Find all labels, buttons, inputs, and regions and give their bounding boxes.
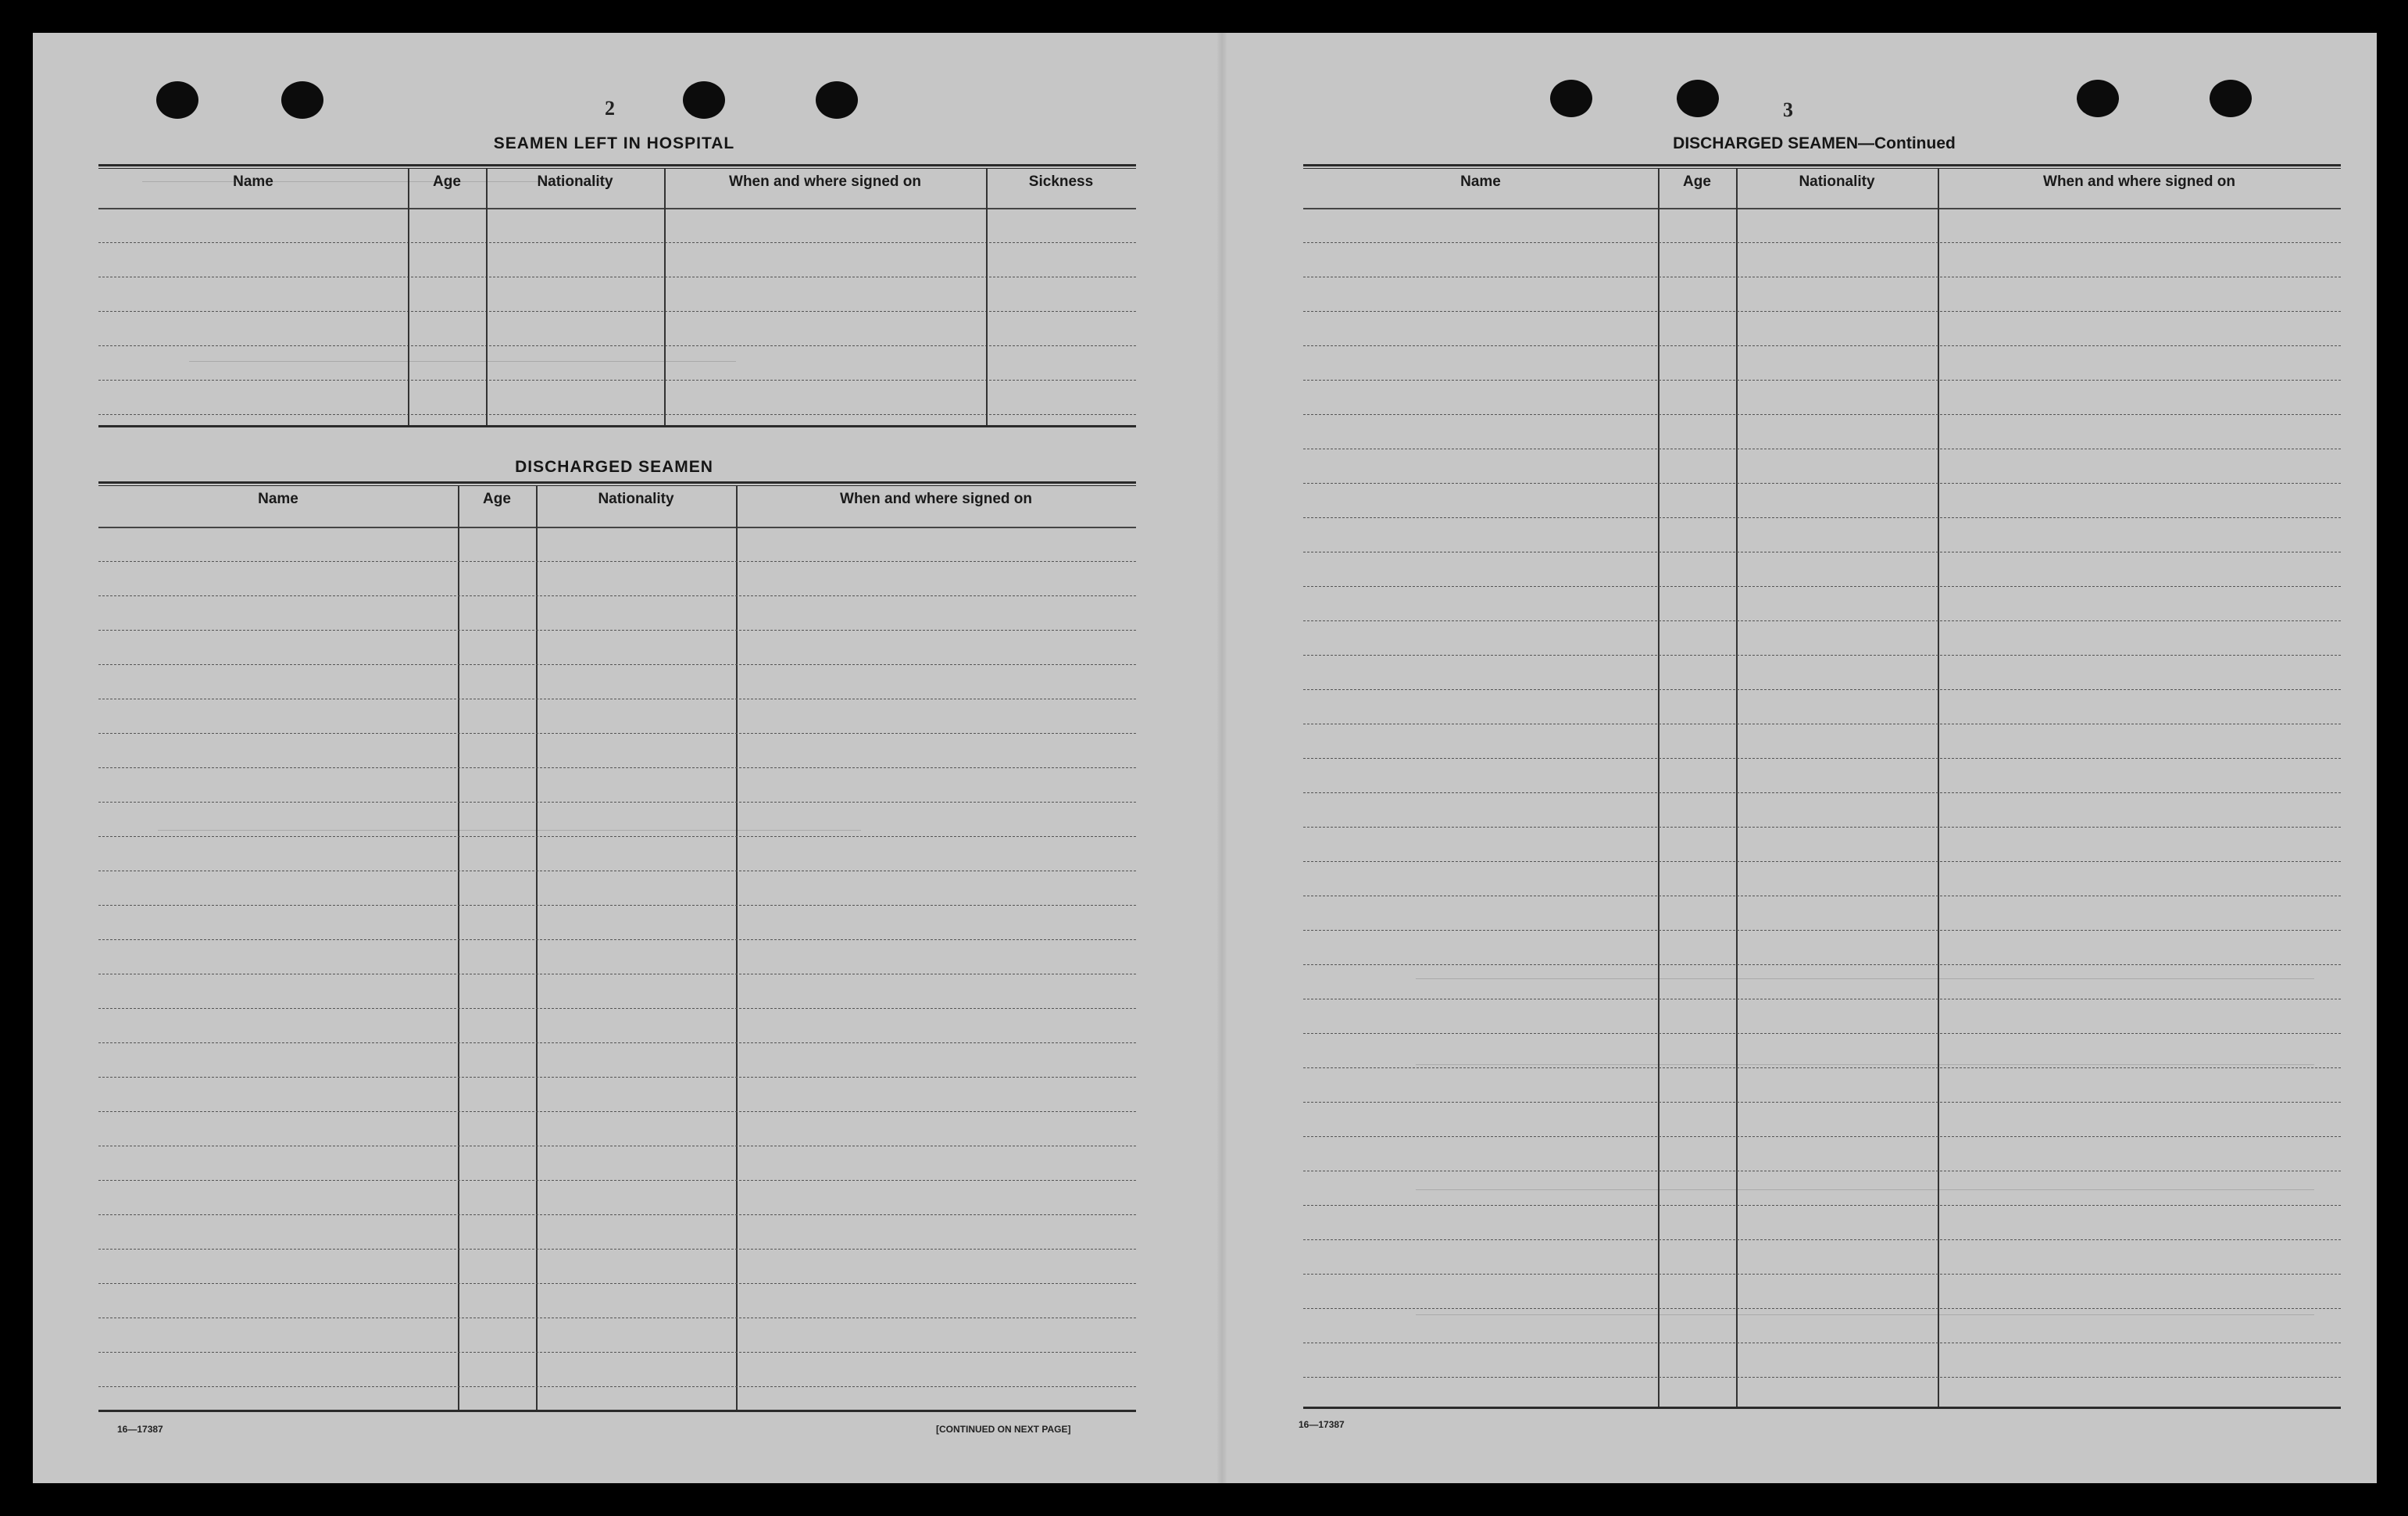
punch-hole: [2077, 80, 2119, 117]
table-row: [98, 836, 1136, 837]
table-row: [98, 242, 1136, 243]
table-row: [1303, 1205, 2341, 1206]
punch-hole: [1550, 80, 1592, 117]
table-row: [98, 1214, 1136, 1215]
table-row: [1303, 758, 2341, 759]
discharged-section-title: DISCHARGED SEAMEN: [515, 458, 713, 476]
table-row: [1303, 792, 2341, 793]
table-row: [98, 311, 1136, 312]
table-row: [98, 1352, 1136, 1353]
table-row: [98, 345, 1136, 346]
hospital-table: [98, 164, 1136, 436]
table-row: [1303, 1274, 2341, 1275]
discharged-col-nationality: Nationality: [598, 491, 674, 507]
form-code-right: 16—17387: [1299, 1419, 1345, 1430]
hospital-col-age: Age: [433, 173, 461, 190]
table-row: [1303, 1377, 2341, 1378]
table-row: [1303, 655, 2341, 656]
continued-suffix: —Continued: [1858, 134, 1956, 152]
punch-hole: [816, 81, 858, 119]
hospital-col-sickness: Sickness: [1028, 173, 1094, 190]
table-row: [1303, 1136, 2341, 1137]
table-row: [98, 1111, 1136, 1112]
table-row: [1303, 242, 2341, 243]
discharged-col-name: Name: [258, 491, 298, 507]
continued-col-nationality: Nationality: [1799, 173, 1875, 190]
hospital-section-title: SEAMEN LEFT IN HOSPITAL: [493, 134, 735, 152]
discharged-table: [98, 481, 1136, 1416]
table-row: [98, 1283, 1136, 1284]
discharged-continued-title-main: DISCHARGED SEAMEN: [1673, 134, 1859, 152]
page-number-right: 3: [1783, 98, 1793, 121]
table-row: [1303, 861, 2341, 862]
page-number-left: 2: [605, 97, 615, 120]
scanned-document-sheet: [33, 33, 2377, 1483]
table-row: [1303, 827, 2341, 828]
table-row: [98, 1008, 1136, 1009]
table-row: [1303, 930, 2341, 931]
table-row: [98, 595, 1136, 596]
table-row: [98, 1249, 1136, 1250]
table-row: [98, 1180, 1136, 1181]
table-row: [98, 561, 1136, 562]
table-row: [98, 1386, 1136, 1387]
table-row: [98, 414, 1136, 415]
punch-hole: [156, 81, 198, 119]
punch-hole: [2210, 80, 2252, 117]
table-row: [1303, 345, 2341, 346]
table-row: [98, 1042, 1136, 1043]
form-code-left: 16—17387: [117, 1424, 163, 1435]
table-row: [98, 664, 1136, 665]
discharged-col-age: Age: [483, 491, 511, 507]
table-row: [98, 380, 1136, 381]
table-row: [1303, 586, 2341, 587]
table-row: [1303, 1308, 2341, 1309]
table-row: [1303, 620, 2341, 621]
continued-col-signed-on: When and where signed on: [2043, 173, 2235, 190]
table-row: [1303, 1102, 2341, 1103]
hospital-col-nationality: Nationality: [537, 173, 613, 190]
continued-col-age: Age: [1683, 173, 1711, 190]
table-row: [98, 802, 1136, 803]
continued-note: [CONTINUED ON NEXT PAGE]: [936, 1424, 1071, 1435]
table-row: [98, 939, 1136, 940]
discharged-continued-table: [1303, 164, 2341, 1411]
hospital-col-signed-on: When and where signed on: [729, 173, 921, 190]
punch-hole: [683, 81, 725, 119]
table-row: [1303, 1033, 2341, 1034]
table-row: [1303, 964, 2341, 965]
table-row: [98, 767, 1136, 768]
punch-hole: [1677, 80, 1719, 117]
table-row: [1303, 380, 2341, 381]
table-row: [1303, 517, 2341, 518]
table-row: [1303, 311, 2341, 312]
discharged-continued-title: [1299, 134, 2330, 153]
hospital-col-name: Name: [233, 173, 273, 190]
table-row: [98, 733, 1136, 734]
page-fold: [1217, 33, 1227, 1483]
punch-hole: [281, 81, 323, 119]
continued-col-name: Name: [1460, 173, 1501, 190]
table-row: [98, 905, 1136, 906]
table-row: [1303, 1067, 2341, 1068]
table-row: [98, 1077, 1136, 1078]
table-row: [1303, 1239, 2341, 1240]
table-row: [1303, 689, 2341, 690]
table-row: [1303, 483, 2341, 484]
table-row: [98, 630, 1136, 631]
discharged-col-signed-on: When and where signed on: [840, 491, 1032, 507]
table-row: [1303, 414, 2341, 415]
